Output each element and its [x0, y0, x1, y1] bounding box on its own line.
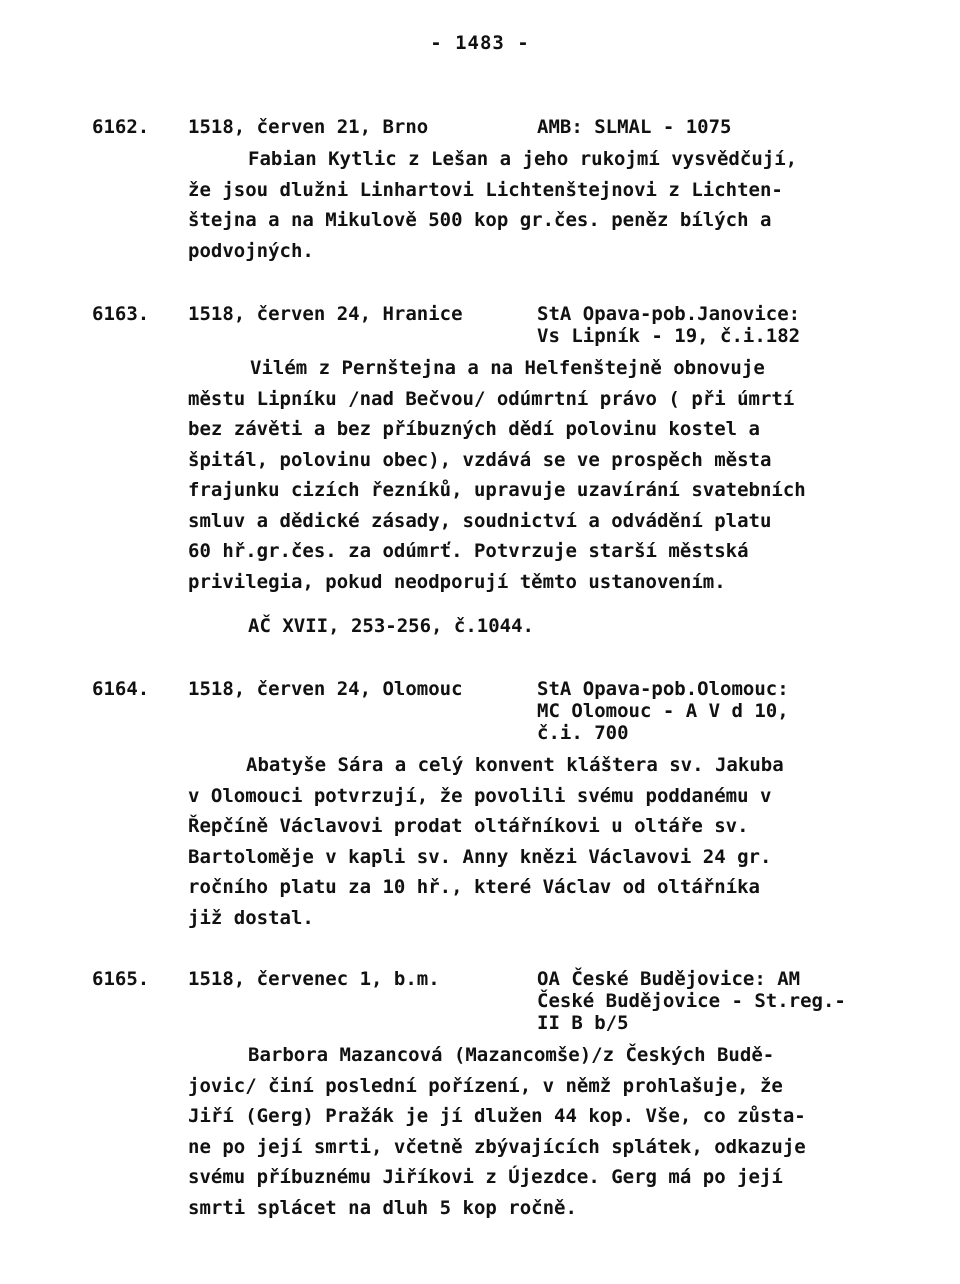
summary-line: ročního platu za 10 hř., které Václav od oltářníka	[188, 876, 760, 898]
entry-date-place: 1518, červen 24, Hranice	[188, 303, 463, 325]
entry-number: 6163.	[92, 303, 150, 325]
summary-line: ne po její smrti, včetně zbývajících splátek, odkazuje	[188, 1135, 806, 1158]
archive-line: Vs Lipník - 19, č.i.182	[537, 325, 801, 347]
summary-line: bez závěti a bez příbuzných dědí polovinu kostel a	[188, 418, 760, 440]
entry-date-place: 1518, červen 21, Brno	[188, 116, 429, 138]
literature-citation: AČ XVII, 253-256, č.1044.	[248, 615, 534, 637]
archive-reference	[537, 678, 789, 744]
archive-line: OA České Budějovice: AM	[537, 968, 801, 990]
summary-line: smrti splácet na dluh 5 kop ročně.	[188, 1196, 577, 1219]
summary-line: Řepčíně Václavovi prodat oltářníkovi u oltáře sv.	[188, 815, 749, 837]
summary-line: Abatyše Sára a celý konvent kláštera sv. Jakuba	[246, 754, 784, 776]
entry-summary	[188, 1040, 806, 1223]
archive-line: StA Opava-pob.Janovice:	[537, 303, 801, 325]
entry-summary	[188, 353, 806, 597]
archive-reference	[537, 116, 731, 138]
summary-line: štejna a na Mikulově 500 kop gr.čes. peněz bílých a	[188, 209, 772, 231]
summary-line: že jsou dlužni Linhartovi Lichtenštejnovi z Lichten-	[188, 178, 783, 201]
page-number: - 1483 -	[430, 32, 530, 54]
archive-line: MC Olomouc - A V d 10,	[537, 700, 789, 722]
entry-date-place: 1518, červenec 1, b.m.	[188, 968, 440, 990]
summary-line: Vilém z Pernštejna a na Helfenštejně obnovuje	[250, 357, 765, 379]
summary-line: špitál, polovinu obec), vzdává se ve prospěch města	[188, 448, 772, 471]
archive-line: StA Opava-pob.Olomouc:	[537, 678, 789, 700]
archive-reference	[537, 303, 800, 347]
summary-line: smluv a dědické zásady, soudnictví a odvádění platu	[188, 509, 772, 532]
summary-line: Jiří (Gerg) Pražák je jí dlužen 44 kop. Vše, co zůsta-	[188, 1105, 806, 1127]
entry-number: 6162.	[92, 116, 150, 138]
summary-line: již dostal.	[188, 906, 314, 929]
summary-line: frajunku cizích řezníků, upravuje uzavírání svatebních	[188, 479, 806, 501]
summary-line: svému příbuznému Jiříkovi z Újezdce. Gerg má po její	[188, 1166, 783, 1188]
entry-number: 6164.	[92, 678, 150, 700]
summary-line: Fabian Kytlic z Lešan a jeho rukojmí vysvědčují,	[248, 148, 798, 170]
entry-number: 6165.	[92, 968, 150, 990]
summary-line: Barbora Mazancová (Mazancomše)/z Českých Budě-	[248, 1044, 775, 1066]
entry-summary	[188, 750, 784, 933]
archive-reference	[537, 968, 846, 1034]
entry-date-place: 1518, červen 24, Olomouc	[188, 678, 463, 700]
summary-line: privilegia, pokud neodporují těmto ustanovením.	[188, 570, 726, 593]
summary-line: městu Lipníku /nad Bečvou/ odúmrtní právo ( při úmrtí	[188, 387, 795, 410]
archive-line: II B b/5	[537, 1012, 629, 1034]
summary-line: 60 hř.gr.čes. za odúmrť. Potvrzuje starší městská	[188, 540, 749, 562]
entry-summary	[188, 144, 797, 266]
summary-line: jovic/ činí poslední pořízení, v němž prohlašuje, že	[188, 1074, 783, 1097]
archive-line: č.i. 700	[537, 722, 629, 744]
summary-line: v Olomouci potvrzují, že povolili svému poddanému v	[188, 784, 772, 807]
archive-line: AMB: SLMAL - 1075	[537, 116, 732, 138]
summary-line: Bartoloměje v kapli sv. Anny knězi Václavovi 24 gr.	[188, 845, 772, 868]
summary-line: podvojných.	[188, 239, 314, 262]
archive-line: České Budějovice - St.reg.-	[537, 990, 846, 1012]
